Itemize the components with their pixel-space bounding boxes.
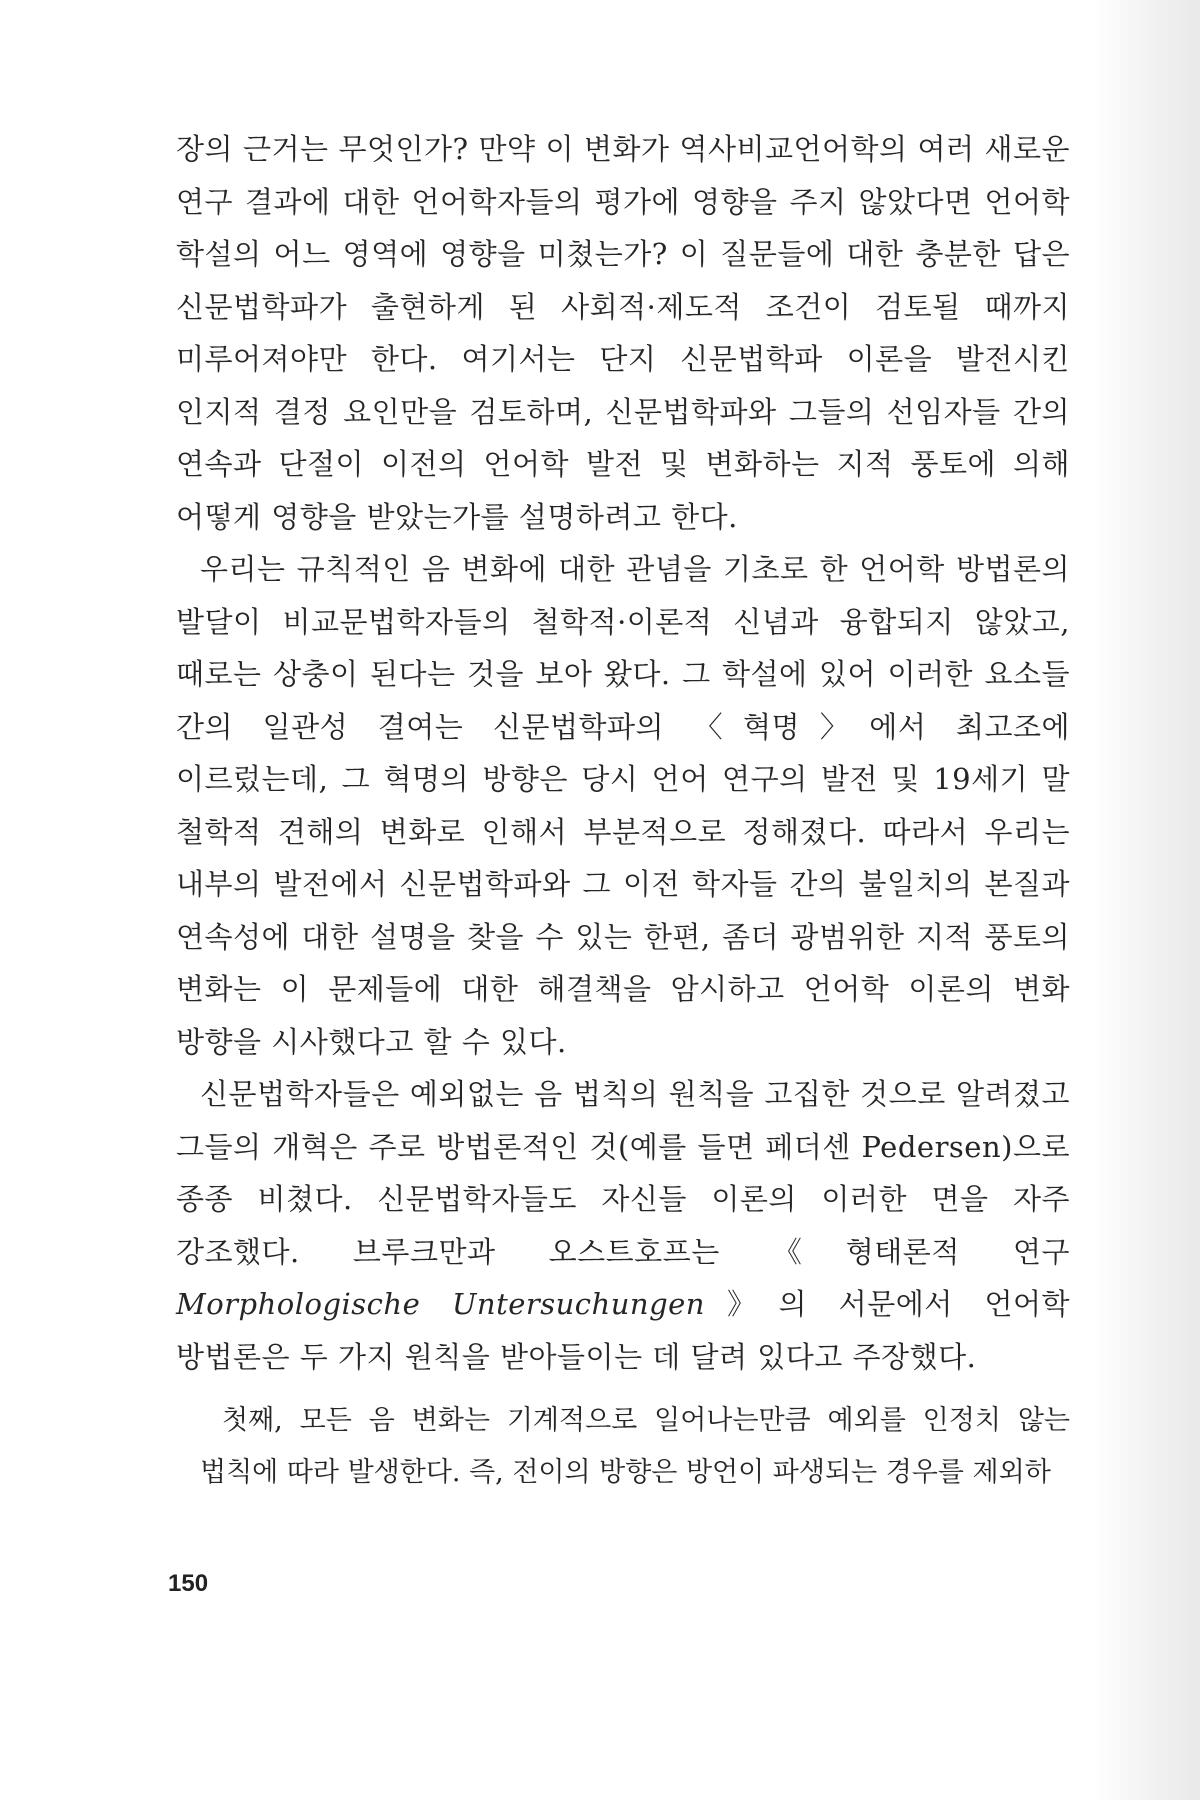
paragraph-1: 장의 근거는 무엇인가? 만약 이 변화가 역사비교언어학의 여러 새로운 연구 결과에 대한 언어학자들의 평가에 영향을 주지 않았다면 언어학 학설의 어느 영역에 영향을 미쳤는가? 이 질문들에 대한 충분한 답은 신문법학파가 출현하게 된 사회적·제도적 조건이 검토될 때까지 미루어져야만 한다. 여기서는 단지 신문법학파 이론을 발전시킨 인지적 결정 요인만을 검토하며, 신문법학파와 그들의 선임자들 간의 연속과 단절이 이전의 언어학 발전 및 변화하는 지적 풍토에 의해 어떻게 영향을 받았는가를 설명하려고 한다. (176, 132, 1070, 534)
body-text (176, 123, 1070, 1383)
block-quote (200, 1395, 1070, 1499)
paragraph-3 (176, 1068, 1070, 1383)
paragraph-3-italic-title: Morphologische Untersuchungen (176, 1287, 705, 1321)
paragraph-3-part-a: 신문법학자들은 예외없는 음 법칙의 원칙을 고집한 것으로 알려졌고 그들의 개혁은 주로 방법론적인 것(예를 들면 페더센 Pedersen)으로 종종 비쳤다. 신문법학자들도 자신들 이론의 이러한 면을 자주 강조했다. 브루크만과 오스트호프는 《형태론적 연구 (176, 1077, 1070, 1269)
quote-text: 첫째, 모든 음 변화는 기계적으로 일어나는만큼 예외를 인정치 않는 법칙에 따라 발생한다. 즉, 전이의 방향은 방언이 파생되는 경우를 제외하 (200, 1405, 1070, 1488)
paragraph-2: 우리는 규칙적인 음 변화에 대한 관념을 기초로 한 언어학 방법론의 발달이 비교문법학자들의 철학적·이론적 신념과 융합되지 않았고, 때로는 상충이 된다는 것을 보아 왔다. 그 학설에 있어 이러한 요소들 간의 일관성 결여는 신문법학파의 〈혁명〉에서 최고조에 이르렀는데, 그 혁명의 방향은 당시 언어 연구의 발전 및 19세기 말 철학적 견해의 변화로 인해서 부분적으로 정해졌다. 따라서 우리는 내부의 발전에서 신문법학파와 그 이전 학자들 간의 불일치의 본질과 연속성에 대한 설명을 찾을 수 있는 한편, 좀더 광범위한 지적 풍토의 변화는 이 문제들에 대한 해결책을 암시하고 언어학 이론의 변화 방향을 시사했다고 할 수 있다. (176, 552, 1070, 1059)
page-number: 150 (168, 1570, 209, 1597)
paragraph-3-part-b: 》의 서문에서 언어학 방법론은 두 가지 원칙을 받아들이는 데 달려 있다고 주장했다. (176, 1287, 1070, 1374)
